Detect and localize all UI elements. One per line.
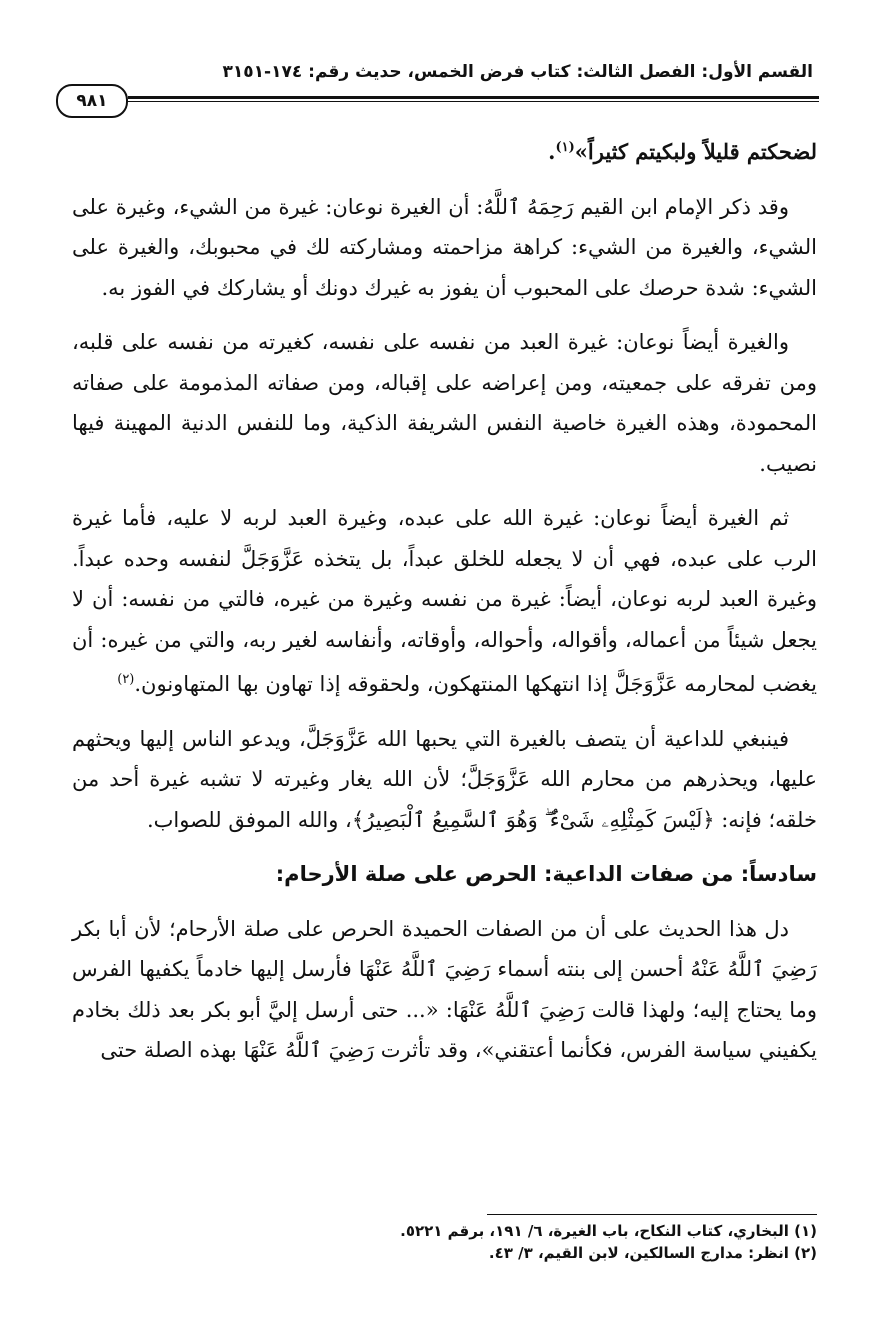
footnote-ref-2: (٢): [117, 672, 135, 687]
opening-line-end: .: [548, 139, 556, 164]
footnotes: [72, 1220, 817, 1264]
footnote-1: (١) البخاري، كتاب النكاح، باب الغيرة، ٦/ ١٩١، برقم ٥٢٢١.: [400, 1222, 817, 1240]
footnote-ref-1: (١): [555, 140, 575, 155]
paragraph-3: [72, 498, 817, 705]
header-rule-thin: [128, 101, 819, 102]
running-header: القسم الأول: الفصل الثالث: كتاب فرض الخمس، حديث رقم: ١٧٤-٣١٥١: [222, 62, 813, 82]
paragraph-3-text: ثم الغيرة أيضاً نوعان: غيرة الله على عبده، وغيرة العبد لربه لا عليه، فأما غيرة الرب على عبده، فهي أن لا يجعله للخلق عبداً، بل يتخذه عَزَّوَجَلَّ لنفسه وحده عبداً. وغيرة العبد لربه نوعان، أيضاً: غيرة من نفسه وغيرة من غيره، فالتي من نفسه: أن لا يجعل شيئاً من أعماله، وأقواله، وأحواله، وأوقاته، وأنفاسه لغير ربه، والتي من غيره: أن يغضب لمحارمه عَزَّوَجَلَّ إذا انتهكها المنتهكون، ولحقوقه إذا تهاون بها المتهاونون.: [72, 506, 817, 696]
paragraph-2: والغيرة أيضاً نوعان: غيرة العبد من نفسه على نفسه، كغيرته من نفسه على قلبه، ومن تفرقه على جمعيته، ومن إعراضه على إقباله، ومن صفاته المذمومة على صفاته المحمودة، وهذه الغيرة خاصية النفس الشريفة الذكية، وما للنفس الدنية المهينة فيها نصيب.: [72, 330, 817, 476]
paragraph-1: وقد ذكر الإمام ابن القيم رَحِمَهُ ٱللَّهُ: أن الغيرة نوعان: غيرة من الشيء، وغيرة على الشيء، والغيرة من الشيء: كراهة مزاحمته ومشاركته لك في محبوبك، والغيرة على الشيء: شدة حرصك على المحبوب أن يفوز به غيرك دونك أو يشاركك في الفوز به.: [72, 194, 817, 300]
section-heading: سادساً: من صفات الداعية: الحرص على صلة الأرحام:: [275, 862, 817, 886]
footnote-rule: [487, 1214, 817, 1215]
page-number: ٩٨١: [56, 84, 128, 118]
header-rule: [128, 96, 819, 99]
opening-line: [72, 128, 817, 173]
footnote-2: (٢) انظر: مدارج السالكين، لابن القيم، ٣/ ٤٣.: [488, 1244, 817, 1262]
paragraph-5: دل هذا الحديث على أن من الصفات الحميدة الحرص على صلة الأرحام؛ لأن أبا بكر رَضِيَ ٱللَّهُ عَنْهُ أحسن إلى بنته أسماء رَضِيَ ٱللَّهُ عَنْهَا فأرسل إليها خادماً يكفيها الفرس وما يحتاج إليه؛ ولهذا قالت رَضِيَ ٱللَّهُ عَنْهَا: «... حتى أرسل إليَّ أبو بكر بعد ذلك بخادم يكفيني سياسة الفرس، فكأنما أعتقني»، وقد تأثرت رَضِيَ ٱللَّهُ عَنْهَا بهذه الصلة حتى: [72, 916, 817, 1062]
opening-line-text: لضحكتم قليلاً ولبكيتم كثيراً»: [574, 139, 817, 164]
main-text: [72, 128, 817, 1085]
paragraph-4: فينبغي للداعية أن يتصف بالغيرة التي يحبها الله عَزَّوَجَلَّ، ويدعو الناس إليها ويحثهم عليها، ويحذرهم من محارم الله عَزَّوَجَلَّ؛ لأن الله يغار وغيرته لا تشبه غيرة أحد من خلقه؛ فإنه: ﴿لَيْسَ كَمِثْلِهِۦ شَىْءٌ ۖ وَهُوَ ٱلسَّمِيعُ ٱلْبَصِيرُ﴾، والله الموفق للصواب.: [72, 726, 817, 832]
